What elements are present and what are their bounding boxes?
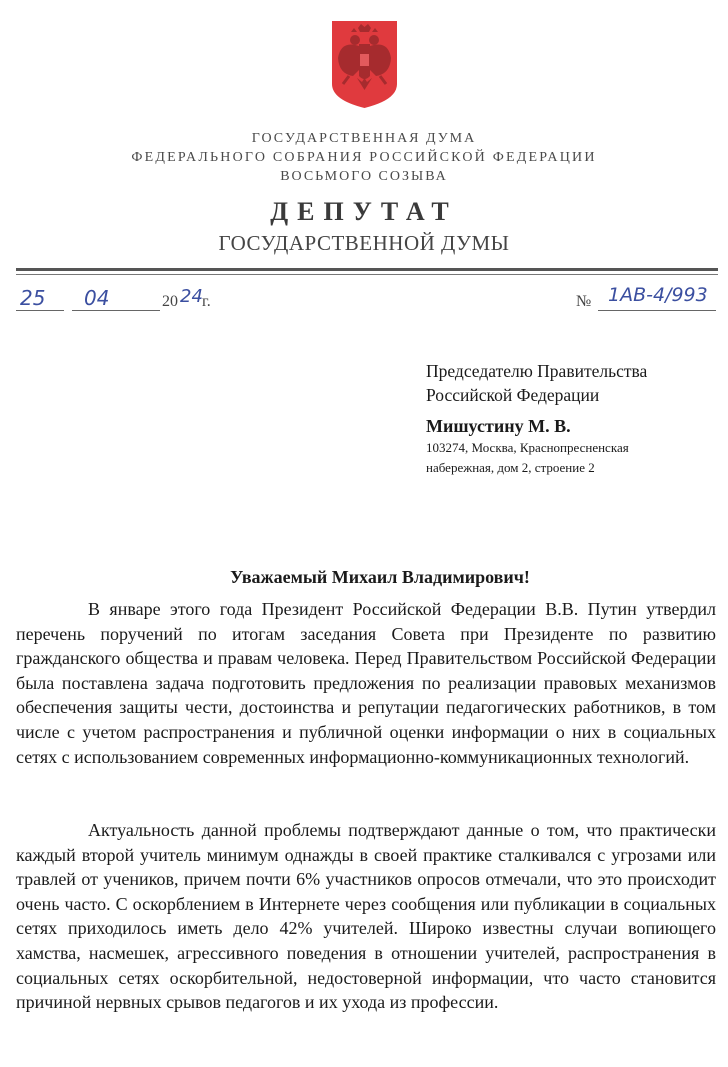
document-subtitle: ГОСУДАРСТВЕННОЙ ДУМЫ <box>218 231 510 255</box>
header-divider <box>16 268 718 271</box>
addressee-name: Мишустину М. В. <box>426 416 571 436</box>
addressee-block <box>426 359 716 477</box>
header-divider-thin <box>16 274 718 275</box>
date-suffix: г. <box>202 293 211 310</box>
coat-of-arms-icon <box>329 18 400 110</box>
reference-number: 1АВ-4/993 <box>608 284 708 306</box>
number-symbol: № <box>576 293 592 310</box>
addressee-address-2: набережная, дом 2, строение 2 <box>426 460 595 475</box>
date-year-prefix: 20 <box>162 293 178 310</box>
header-line-1: ГОСУДАРСТВЕННАЯ ДУМА <box>251 131 477 146</box>
addressee-position: Председателю Правительства <box>426 361 648 381</box>
body-paragraph: Актуальность данной проблемы подтверждают данные о том, что практически каждый второй учитель минимум однажды в своей практике сталкивался с угрозами или травлей от учеников, причем почти 6% участников опросов отмечали, что это происходит очень часто. С оскорблением в Интернете через сообщения или публикации в социальных сетях приходилось иметь дело 42% учителей. Широко известны случаи вопиющего хамства, насмешек, агрессивного поведения в отношении учителей, распространения в социальных сетях оскорбительной, недостоверной информации, что часто становится причиной нервных срывов педагогов и их ухода из профессии. <box>16 820 716 1013</box>
date-month: 04 <box>84 286 110 310</box>
header-line-3: ВОСЬМОГО СОЗЫВА <box>280 169 448 184</box>
salutation: Уважаемый Михаил Владимирович! <box>230 567 530 587</box>
addressee-address-1: 103274, Москва, Краснопресненская <box>426 440 629 455</box>
date-day: 25 <box>20 286 46 310</box>
body-paragraph: В январе этого года Президент Российской Федерации В.В. Путин утвердил перечень поручений по итогам заседания Совета при Президенте по развитию гражданского общества и правам человека. Перед Правительством Российской Федерации была поставлена задача подготовить предложения по реализации правовых механизмов обеспечения защиты чести, достоинства и репутации педагогических работников, в том числе с учетом распространения и публичной оценки информации о них в социальных сетях с использованием современных информационно-коммуникационных технологий. <box>16 599 716 767</box>
addressee-organization: Российской Федерации <box>426 385 600 405</box>
date-year-suffix: 24 <box>180 286 203 307</box>
header-line-2: ФЕДЕРАЛЬНОГО СОБРАНИЯ РОССИЙСКОЙ ФЕДЕРАЦИИ <box>131 150 597 165</box>
document-title: ДЕПУТАТ <box>270 197 458 226</box>
date-reference-line <box>16 282 716 316</box>
